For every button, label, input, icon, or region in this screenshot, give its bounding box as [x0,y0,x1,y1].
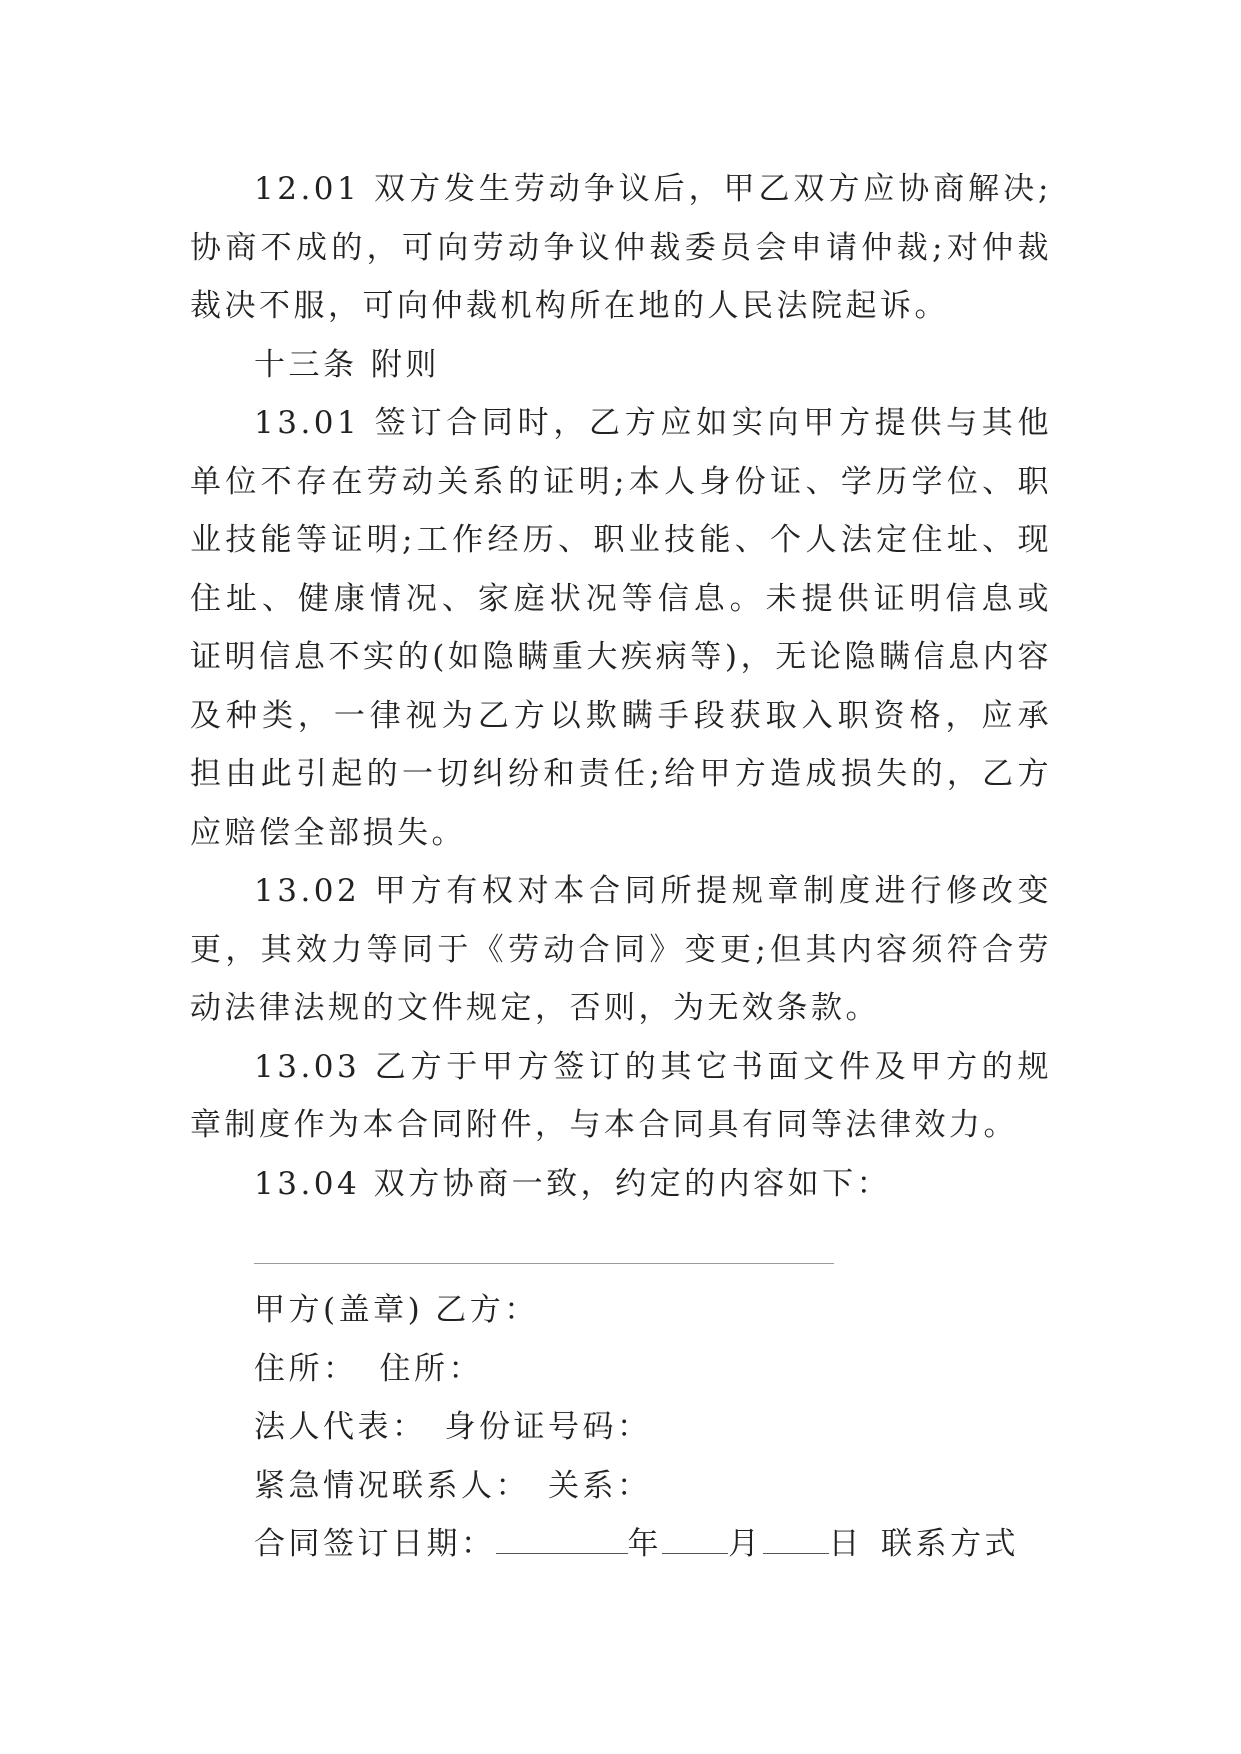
party-b-label: 乙方： [435,1292,539,1328]
document-body [190,160,1052,1574]
day-blank [763,1527,829,1554]
month-blank [662,1527,728,1554]
agreement-blank-line [254,1263,834,1264]
article-13-heading: 十三条 附则 [254,346,440,383]
year-blank [496,1527,628,1554]
address-a-label: 住所： [254,1350,358,1387]
clause-13-01: 13.01 签订合同时，乙方应如实向甲方提供与其他单位不存在劳动关系的证明;本人身份证、学历学位、职业技能等证明;工作经历、职业技能、个人法定住址、现住址、健康情况、家庭状况等信息。未提供证明信息或证明信息不实的(如隐瞒重大疾病等)，无论隐瞒信息内容及种类，一律视为乙方以欺瞒手段获取入职资格，应承担由此引起的一切纠纷和责任;给甲方造成损失的，乙方应赔偿全部损失。 [190,405,1052,851]
relation-label: 关系： [548,1467,652,1504]
legal-rep-label: 法人代表： [254,1409,427,1445]
sign-date-label: 合同签订日期： [254,1526,496,1562]
clause-13-02: 13.02 甲方有权对本合同所提规章制度进行修改变更，其效力等同于《劳动合同》变更;但其内容须符合劳动法律法规的文件规定，否则，为无效条款。 [190,873,1052,1026]
id-number-label: 身份证号码： [444,1409,652,1445]
address-b-label: 住所： [379,1350,483,1387]
year-label: 年 [627,1526,662,1562]
contact-label: 联系方式 [881,1526,1019,1562]
emergency-contact-label: 紧急情况联系人： [254,1467,530,1504]
clause-13-03: 13.03 乙方于甲方签订的其它书面文件及甲方的规章制度作为本合同附件，与本合同具有同等法律效力。 [190,1048,1052,1143]
party-line [190,1281,1052,1340]
emergency-line [190,1457,1052,1516]
clause-13-04: 13.04 双方协商一致，约定的内容如下： [254,1165,892,1202]
sign-date-line [190,1515,1052,1574]
day-label: 日 [828,1526,863,1562]
address-line [190,1340,1052,1399]
clause-12-01: 12.01 双方发生劳动争议后，甲乙双方应协商解决;协商不成的，可向劳动争议仲裁委员会申请仲裁;对仲裁裁决不服，可向仲裁机构所在地的人民法院起诉。 [190,171,1052,324]
representative-line [190,1398,1052,1457]
month-label: 月 [728,1526,763,1562]
party-a-label: 甲方(盖章) [254,1292,424,1328]
